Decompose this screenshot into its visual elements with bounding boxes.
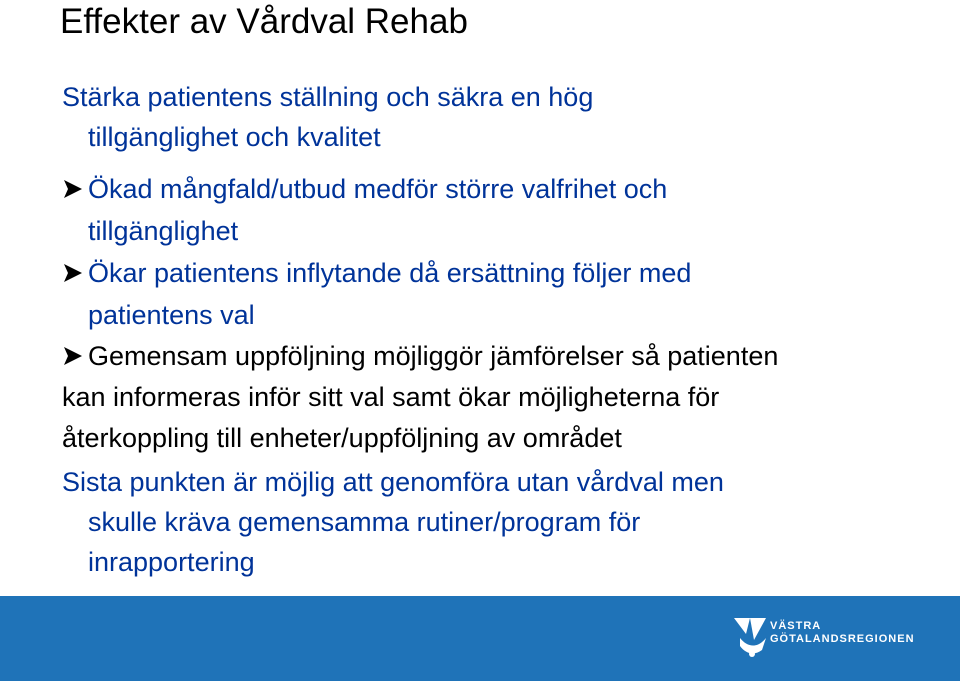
bullet-item-1 [62,168,667,252]
intro-paragraph [62,77,593,157]
slide-title: Effekter av Vårdval Rehab [60,2,468,41]
bullet-item-3 [62,336,778,459]
arrow-bullet-icon [62,336,88,377]
closing-line: skulle kräva gemensamma rutiner/program för [88,507,641,537]
bullet-text: Ökar patientens inflytande då ersättning följer med [88,258,692,288]
closing-line: inrapportering [88,547,255,577]
logo-text-line: GÖTALANDSREGIONEN [770,633,915,645]
bullet-text: tillgänglighet [88,216,239,246]
bullet-text: patientens val [88,300,255,330]
bullet-text: återkoppling till enheter/uppföljning av området [62,423,622,453]
closing-line: Sista punkten är möjlig att genomföra utan vårdval men [62,467,724,497]
intro-line: Stärka patientens ställning och säkra en hög [62,82,594,112]
intro-line: tillgänglighet och kvalitet [88,122,381,152]
arrow-bullet-icon [62,168,88,210]
bullet-item-2 [62,252,691,336]
logo-text-line: VÄSTRA [770,620,822,632]
closing-paragraph [62,462,724,582]
bullet-text: kan informeras inför sitt val samt ökar möjligheterna för [62,382,720,412]
logo-text [770,620,915,646]
arrow-bullet-icon [62,252,88,294]
bullet-text: Gemensam uppföljning möjliggör jämförelser så patienten [88,341,779,371]
bullet-text: Ökad mångfald/utbud medför större valfrihet och [88,174,668,204]
